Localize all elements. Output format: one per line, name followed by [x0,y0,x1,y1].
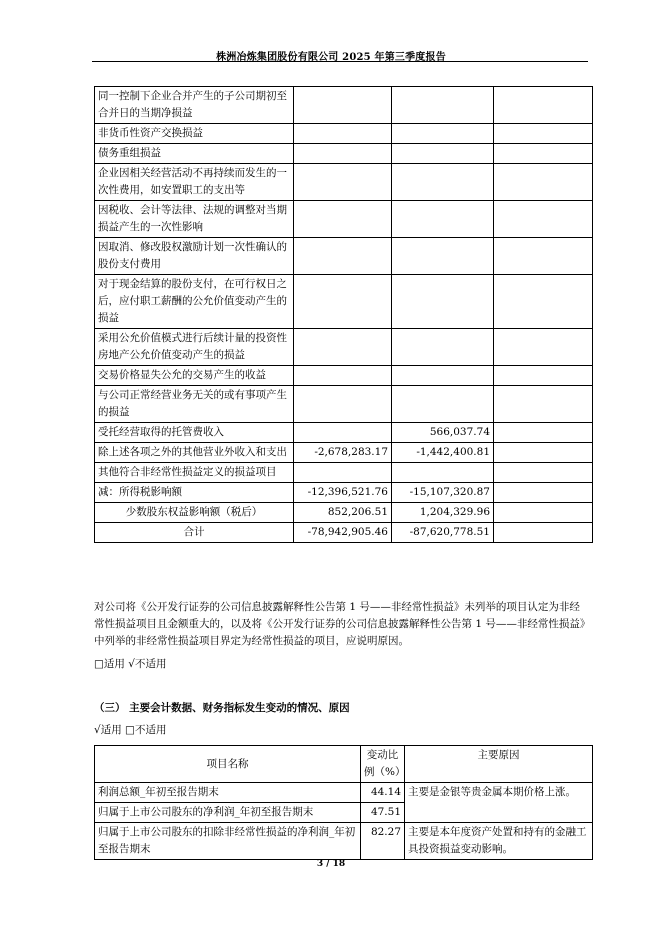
year-to-date-cell [392,124,494,144]
table-row [95,823,593,860]
item-cell: 合计 [95,523,294,543]
header-main-reason: 主要原因 [405,746,593,783]
table-row [95,503,593,523]
note-cell [494,164,593,201]
year-to-date-cell [392,386,494,423]
year-to-date-cell [392,275,494,329]
header-change-ratio: 变动比例（%） [361,746,405,783]
table-row [95,201,593,238]
table-row [95,423,593,443]
note-cell [494,366,593,386]
current-period-cell [294,124,392,144]
applicability-checkbox: □适用 √不适用 [94,658,167,670]
change-ratio-cell: 82.27 [361,823,405,860]
note-cell [494,201,593,238]
page-header: 株洲冶炼集团股份有限公司 2025 年第三季度报告 [216,52,446,63]
reason-cell: 主要是金银等贵金属本期价格上涨。 [405,783,593,823]
explanation-note: 对公司将《公开发行证券的公司信息披露解释性公告第 1 号——非经常性损益》未列举的项目认定为非经常性损益项目且金额重大的，以及将《公开发行证券的公司信息披露解释性公告第 1 号——非经常性损益》中列举的非经常性损益项目界定为经常性损益的项目，应说明原因。 [94,601,586,647]
item-cell: 企业因相关经营活动不再持续而发生的一次性费用，如安置职工的支出等 [95,164,294,201]
item-cell: 因税收、会计等法律、法规的调整对当期损益产生的一次性影响 [95,201,294,238]
table-row [95,275,593,329]
current-period-cell: -2,678,283.17 [294,443,392,463]
item-cell: 其他符合非经常性损益定义的损益项目 [95,463,294,483]
table-row [95,483,593,503]
table-row [95,463,593,483]
item-cell: 债务重组损益 [95,144,294,164]
note-cell [494,329,593,366]
year-to-date-cell [392,463,494,483]
note-cell [494,386,593,423]
item-cell: 非货币性资产交换损益 [95,124,294,144]
reason-cell: 主要是本年度资产处置和持有的金融工具投资损益变动影响。 [405,823,593,860]
section-title: （三） 主要会计数据、财务指标发生变动的情况、原因 [94,702,350,714]
item-cell: 因取消、修改股权激励计划一次性确认的股份支付费用 [95,238,294,275]
header-item-name: 项目名称 [95,746,361,783]
year-to-date-cell: -15,107,320.87 [392,483,494,503]
note-cell [494,275,593,329]
note-cell [494,87,593,124]
note-cell [494,443,593,463]
item-cell: 对于现金结算的股份支付，在可行权日之后，应付职工薪酬的公允价值变动产生的损益 [95,275,294,329]
year-to-date-cell [392,144,494,164]
current-period-cell: -12,396,521.76 [294,483,392,503]
table-row [95,366,593,386]
note-cell [494,124,593,144]
change-ratio-cell: 47.51 [361,803,405,823]
change-ratio-cell: 44.14 [361,783,405,803]
current-period-cell [294,329,392,366]
current-period-cell: -78,942,905.46 [294,523,392,543]
year-to-date-cell [392,238,494,275]
table-row [95,783,593,803]
year-to-date-cell [392,366,494,386]
header-divider [92,61,588,62]
current-period-cell [294,423,392,443]
item-name-cell: 利润总额_年初至报告期末 [95,783,361,803]
note-cell [494,238,593,275]
item-name-cell: 归属于上市公司股东的扣除非经常性损益的净利润_年初至报告期末 [95,823,361,860]
note-cell [494,463,593,483]
section-applicability-checkbox: √适用 □不适用 [94,724,167,736]
year-to-date-cell [392,201,494,238]
current-period-cell: 852,206.51 [294,503,392,523]
item-cell: 除上述各项之外的其他营业外收入和支出 [95,443,294,463]
item-cell: 与公司正常经营业务无关的或有事项产生的损益 [95,386,294,423]
note-cell [494,423,593,443]
current-period-cell [294,386,392,423]
change-reasons-table [94,745,593,860]
note-cell [494,483,593,503]
item-cell: 受托经营取得的托管费收入 [95,423,294,443]
note-cell [494,523,593,543]
table-row [95,164,593,201]
current-period-cell [294,366,392,386]
year-to-date-cell [392,87,494,124]
table-row [95,87,593,124]
item-cell: 采用公允价值模式进行后续计量的投资性房地产公允价值变动产生的损益 [95,329,294,366]
note-cell [494,503,593,523]
year-to-date-cell: 566,037.74 [392,423,494,443]
item-cell: 同一控制下企业合并产生的子公司期初至合并日的当期净损益 [95,87,294,124]
item-name-cell: 归属于上市公司股东的净利润_年初至报告期末 [95,803,361,823]
current-period-cell [294,463,392,483]
table-row [95,386,593,423]
current-period-cell [294,238,392,275]
table-row [95,144,593,164]
table-row [95,443,593,463]
year-to-date-cell [392,329,494,366]
page-number: 3 / 18 [316,859,346,869]
current-period-cell [294,144,392,164]
current-period-cell [294,275,392,329]
current-period-cell [294,87,392,124]
item-cell: 交易价格显失公允的交易产生的收益 [95,366,294,386]
table-row [95,238,593,275]
note-cell [494,144,593,164]
current-period-cell [294,201,392,238]
current-period-cell [294,164,392,201]
table-row [95,329,593,366]
table-row [95,124,593,144]
year-to-date-cell: 1,204,329.96 [392,503,494,523]
year-to-date-cell: -87,620,778.51 [392,523,494,543]
year-to-date-cell: -1,442,400.81 [392,443,494,463]
table-row [95,523,593,543]
item-cell: 少数股东权益影响额（税后） [95,503,294,523]
non-recurring-items-table [94,86,593,543]
item-cell: 减：所得税影响额 [95,483,294,503]
year-to-date-cell [392,164,494,201]
